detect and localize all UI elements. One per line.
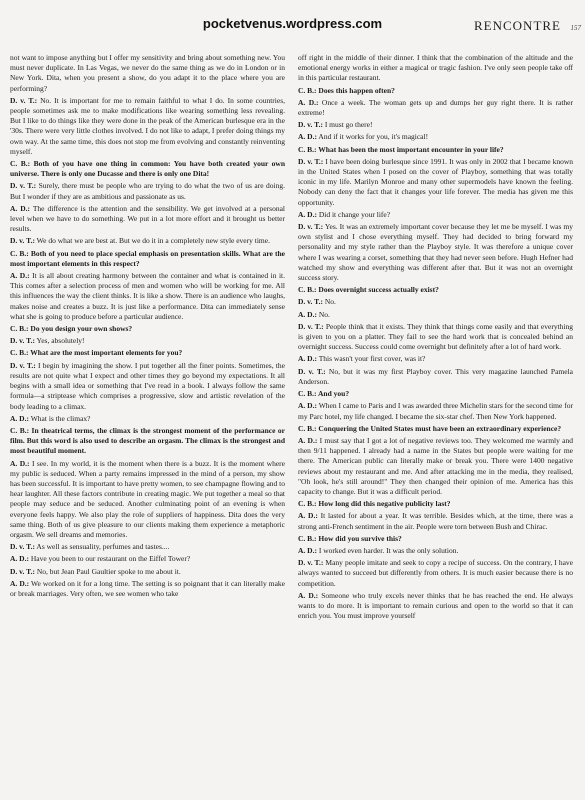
interview-paragraph xyxy=(10,236,285,246)
answer-text: It lasted for about a year. It was terrible. Besides which, at the time, there was a strong anti-French sentiment in the air. People were torn between Bush and Chirac. xyxy=(298,511,573,531)
interview-paragraph xyxy=(298,53,573,84)
answer-text: I must say that I got a lot of negative reviews too. They welcomed me warmly and then 9/11 happened. I already had a name in the States but people were waiting for me there. The American public can literally make or break you. There were 1400 negative reviews about my restaurant and me. And after attacking me in the media, they realised, "Oh look, he's still around!" They then changed their opinion of me. America has this capacity to change. But it was a difficult period. xyxy=(298,435,573,496)
speaker-label: D. v. T.: xyxy=(298,156,324,166)
interview-paragraph xyxy=(10,567,285,577)
speaker-label: D. v. T.: xyxy=(298,558,324,568)
interview-paragraph xyxy=(298,499,573,509)
question-text: Both of you need to place special emphasis on presentation skills. What are the most important elements in this respect? xyxy=(10,248,285,268)
answer-text: Did it change your life? xyxy=(316,209,391,219)
interview-paragraph xyxy=(298,591,573,622)
interview-paragraph xyxy=(298,322,573,353)
question-text: How long did this negative publicity last? xyxy=(316,499,451,509)
speaker-label: A. D.: xyxy=(10,458,30,468)
speaker-label: A. D.: xyxy=(298,209,317,219)
speaker-label: D. v. T.: xyxy=(10,542,35,552)
speaker-label: A. D.: xyxy=(298,354,317,364)
answer-text: What is the climax? xyxy=(28,413,91,423)
answer-text: Many people imitate and seek to copy a recipe of success. On the contrary, I have always wanted to succeed but differently from others. It is much easier because there is no competition. xyxy=(298,558,573,588)
answer-text: No, but it was my first Playboy cover. This very magazine launched Pamela Anderson. xyxy=(298,366,573,386)
speaker-label: D. v. T.: xyxy=(10,336,35,346)
interview-paragraph xyxy=(298,546,573,556)
answer-text: No, but Jean Paul Gaultier spoke to me about it. xyxy=(34,566,181,576)
interview-paragraph xyxy=(10,414,285,424)
answer-text: As well as sensuality, perfumes and tastes.... xyxy=(34,542,170,552)
speaker-label: A. D.: xyxy=(10,271,30,281)
interview-paragraph xyxy=(10,271,285,322)
speaker-label: A. D.: xyxy=(298,97,319,107)
interview-paragraph xyxy=(10,96,285,157)
answer-text: Have you been to our restaurant on the Eiffel Tower? xyxy=(28,554,191,564)
speaker-label: A. D.: xyxy=(10,578,30,588)
answer-text: We worked on it for a long time. The setting is so poignant that it can literally make or break marriages. Very often, we see women who take xyxy=(10,578,285,598)
interview-paragraph xyxy=(10,426,285,457)
interview-paragraph xyxy=(298,354,573,364)
speaker-label: A. D.: xyxy=(10,413,29,423)
interview-paragraph xyxy=(298,511,573,531)
question-text: Does this happen often? xyxy=(316,85,395,95)
question-text: Both of you have one thing in common: You have both created your own universe. There is only one Ducasse and there is only one Dita! xyxy=(10,159,285,179)
interview-paragraph xyxy=(298,98,573,118)
answer-text: We do what we are best at. But we do it in a completely new style every time. xyxy=(34,236,270,246)
interview-paragraph xyxy=(298,389,573,399)
speaker-label: A. D.: xyxy=(298,132,317,142)
question-text: Conquering the United States must have been an extraordinary experience? xyxy=(316,423,562,433)
interview-paragraph xyxy=(298,436,573,497)
interview-paragraph xyxy=(10,348,285,358)
interview-paragraph xyxy=(298,132,573,142)
page-number: 157 xyxy=(570,24,581,32)
speaker-label: D. v. T.: xyxy=(298,120,323,130)
left-column xyxy=(10,53,285,795)
interview-paragraph xyxy=(298,157,573,208)
speaker-label: D. v. T.: xyxy=(298,297,323,307)
answer-text: Yes. It was an extremely important cover because they let me be myself. I was my own stylist and I chose everything myself. They had decided to bring forward my personality and my style rather than the Playboy style. It was therefore a unique cover where I was wearing a corset, something that they had never seen before. Hugh Hefner had watched my show and everything was different after that. But it was not an overnight success story. xyxy=(298,222,573,283)
interview-paragraph xyxy=(10,324,285,334)
answer-text: When I came to Paris and I was awarded three Michelin stars for the second time for my Parc hotel, my life changed. I became the six-star chef. Then New York happened. xyxy=(298,401,573,421)
speaker-label: A. D.: xyxy=(298,545,317,555)
question-text: Does overnight success actually exist? xyxy=(316,285,439,295)
interview-paragraph xyxy=(10,53,285,94)
speaker-label: D. v. T.: xyxy=(10,236,35,246)
speaker-label: C. B.: xyxy=(10,248,29,258)
interview-paragraph xyxy=(298,86,573,96)
speaker-label: C. B.: xyxy=(298,285,317,295)
interview-paragraph xyxy=(298,210,573,220)
answer-text: Surely, there must be people who are trying to do what the two of us are doing. But I wonder if they are as ambitious and passionate as us. xyxy=(10,181,285,201)
speaker-label: C. B.: xyxy=(298,85,317,95)
speaker-label: D. v. T.: xyxy=(10,95,38,105)
speaker-label: C. B.: xyxy=(298,144,317,154)
speaker-label: A. D.: xyxy=(298,511,318,521)
interview-paragraph xyxy=(10,459,285,541)
interview-paragraph xyxy=(10,159,285,179)
answer-text: I have been doing burlesque since 1991. It was only in 2002 that I became known in the United States when I posed on the cover of Playboy, something that was totally iconic in my life. Marilyn Monroe and many other supermodels have known the feeling. Nobody can deny the fact that it changes your life forever. The media has given me this opportunity. xyxy=(298,156,573,207)
question-text: Do you design your own shows? xyxy=(28,324,133,334)
interview-paragraph xyxy=(10,542,285,552)
speaker-label: D. v. T.: xyxy=(10,566,35,576)
interview-paragraph xyxy=(10,579,285,599)
answer-text: not want to impose anything but I offer my sensitivity and bring about something new. You must never duplicate. In Las Vegas, we never do the same thing as we do in London or in New York. Dita, when you present a show, do you adapt it to the place where you are performing? xyxy=(10,53,285,93)
speaker-label: A. D.: xyxy=(10,554,29,564)
answer-text: The difference is the attention and the sensibility. We get involved at a personal level when we have to do something. We put in a lot more effort and it brought us better results. xyxy=(10,203,285,234)
speaker-label: A. D.: xyxy=(298,590,319,600)
speaker-label: A. D.: xyxy=(298,401,317,411)
answer-text: I see. In my world, it is the moment when there is a buzz. It is the moment where my public is seduced. When a party remains impressed in the mind of a person, my show has been successful. It is important to have pretty women, to see champagne flowing and to hear laughter. All these factors contribute in creating magic. We put together a meal so that people may seduce and be seduced. Another culminating point of an evening is when everyone feels happy. We also play the role of suppliers of happiness. Dita does the very same thing. Both of us give pleasure to our clients making them experience a metaphoric orgasm. We sell dreams and memories. xyxy=(10,458,285,539)
interview-paragraph xyxy=(10,249,285,269)
speaker-label: D. v. T.: xyxy=(298,222,324,232)
right-column xyxy=(298,53,573,795)
answer-text: I must go there! xyxy=(322,120,373,130)
watermark-url: pocketvenus.wordpress.com xyxy=(202,16,383,31)
answer-text: Yes, absolutely! xyxy=(34,336,85,346)
interview-paragraph xyxy=(298,145,573,155)
interview-paragraph xyxy=(298,120,573,130)
interview-paragraph xyxy=(298,222,573,283)
question-text: How did you survive this? xyxy=(316,533,402,543)
answer-text: People think that it exists. They think that things come easily and that everything is given to you on a platter. They fail to see the hard work that is concealed behind an overnight success. Success could come overnight but definitely after a lot of hard work. xyxy=(298,321,573,352)
speaker-label: A. D.: xyxy=(298,309,317,319)
speaker-label: A. D.: xyxy=(10,203,31,213)
answer-text: No. It is important for me to remain faithful to what I do. In some countries, people sometimes ask me to make modifications like wearing something less revealing. But I like to do things like they were done in the peak of the American burlesque era in the '30s. There were very little clothes involved. I do not like to adapt, I prefer doing things my own way. At the same time, this does not stop me from evolving and constantly reinventing myself. xyxy=(10,95,285,156)
interview-paragraph xyxy=(10,361,285,412)
interview-paragraph xyxy=(298,424,573,434)
interview-paragraph xyxy=(10,336,285,346)
speaker-label: C. B.: xyxy=(10,425,30,435)
answer-text: It is all about creating harmony between the container and what is contained in it. This comes after a selection process of men and women who will be working for me. All this influences the way the client thinks. It is like a show. There is an audience who laughs, makes noise and creates a buzz. It is just like a performance. Dita can immediately sense what she is going to produce before a particular audience. xyxy=(10,271,285,321)
speaker-label: A. D.: xyxy=(298,435,318,445)
answer-text: off right in the middle of their dinner. I think that the combination of the altitude and the emotional energy works in either a magical or tragic fashion. I've only seen people take off in this particular restaurant. xyxy=(298,53,573,83)
section-title: RENCONTRE xyxy=(474,18,561,33)
interview-paragraph xyxy=(10,554,285,564)
answer-text: Someone who truly excels never thinks that he has reached the end. He always wants to do more. It is important to remain curious and open to the world so that it can enrich you. You must improve yourself xyxy=(298,590,573,621)
interview-paragraph xyxy=(298,558,573,589)
speaker-label: C. B.: xyxy=(10,324,29,334)
speaker-label: C. B.: xyxy=(298,389,317,399)
interview-paragraph xyxy=(298,297,573,307)
interview-paragraph xyxy=(298,310,573,320)
interview-paragraph xyxy=(298,367,573,387)
interview-paragraph xyxy=(298,534,573,544)
interview-paragraph xyxy=(10,181,285,201)
speaker-label: C. B.: xyxy=(298,499,317,509)
speaker-label: D. v. T.: xyxy=(10,181,37,191)
interview-paragraph xyxy=(10,204,285,235)
question-text: What are the most important elements for you? xyxy=(28,348,183,358)
question-text: What has been the most important encounter in your life? xyxy=(316,144,504,154)
interview-paragraph xyxy=(298,285,573,295)
answer-text: I begin by imagining the show. I put together all the finer points. Sometimes, the results are not quite what I expect and other times they go beyond my expectations. It all begins with a small idea or something that I've read in a book. I always follow the same formula—a striptease which comprises a progressive, slow and artistic revelation of the body leading to a climax. xyxy=(10,360,285,411)
answer-text: Once a week. The woman gets up and dumps her guy right there. It is rather extreme! xyxy=(298,97,573,118)
question-text: In theatrical terms, the climax is the strongest moment of the performance or film. But this word is also used to describe an orgasm. The climax is the strongest and most beautiful moment. xyxy=(10,425,285,456)
answer-text: No. xyxy=(316,309,330,319)
answer-text: And if it works for you, it's magical! xyxy=(316,132,429,142)
interview-paragraph xyxy=(298,401,573,421)
speaker-label: C. B.: xyxy=(298,533,317,543)
speaker-label: D. v. T.: xyxy=(298,321,324,331)
speaker-label: C. B.: xyxy=(298,423,317,433)
speaker-label: D. v. T.: xyxy=(10,360,36,370)
answer-text: No. xyxy=(322,297,336,307)
answer-text: I worked even harder. It was the only solution. xyxy=(316,545,459,555)
speaker-label: C. B.: xyxy=(10,159,31,169)
speaker-label: D. v. T.: xyxy=(298,366,326,376)
speaker-label: C. B.: xyxy=(10,348,29,358)
answer-text: This wasn't your first cover, was it? xyxy=(316,354,426,364)
question-text: And you? xyxy=(316,389,350,399)
